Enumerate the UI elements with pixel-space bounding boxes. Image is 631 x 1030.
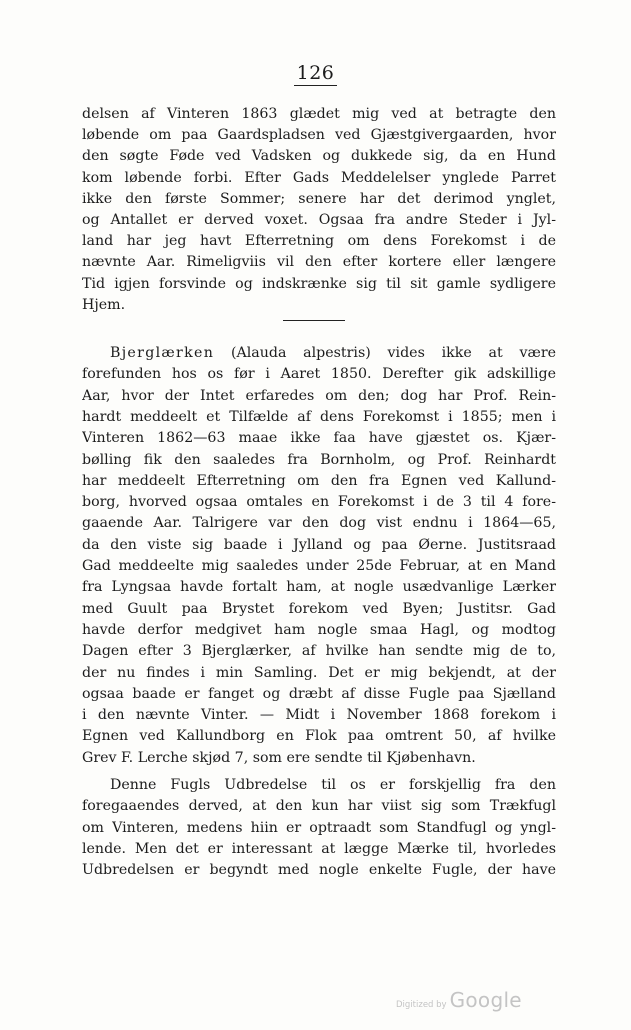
page-number: 126 <box>0 62 631 86</box>
text-line: løbende om paa Gaardspladsen ved Gjæstgivergaarden, hvor <box>82 127 556 143</box>
text-line: der nu findes i min Samling. Det er mig bekjendt, at der <box>82 665 556 681</box>
text-line: kom løbende forbi. Efter Gads Meddelelser ynglede Parret <box>82 170 556 186</box>
text-line: Dagen efter 3 Bjerglærker, af hvilke han sendte mig de to, <box>82 643 556 659</box>
text-line: lende. Men det er interessant at lægge Mærke til, hvorledes <box>82 841 556 857</box>
text-line: da den viste sig baade i Jylland og paa Øerne. Justitsraad <box>82 537 556 553</box>
text-line: delsen af Vinteren 1863 glædet mig ved at betragte den <box>82 106 556 122</box>
text-line: i den nævnte Vinter. — Midt i November 1868 forekom i <box>82 707 556 723</box>
text-line: foregaaendes derved, at den kun har viist sig som Trækfugl <box>82 798 556 814</box>
watermark-prefix: Digitized by <box>396 1000 447 1010</box>
text-line: Vinteren 1862—63 maae ikke faa have gjæstet os. Kjær- <box>82 430 556 446</box>
text-line: Denne Fugls Udbredelse til os er forskjellig fra den <box>110 777 556 793</box>
text-line: Aar, hvor der Intet erfaredes om den; dog har Prof. Rein- <box>82 388 556 404</box>
text-line: med Guult paa Brystet forekom ved Byen; Justitsr. Gad <box>82 601 556 617</box>
heading-line-rest: (Alauda alpestris) vides ikke at være <box>214 345 556 361</box>
text-line: om Vinteren, medens hiin er optraadt som Standfugl og yngl- <box>82 820 556 836</box>
text-line: Grev F. Lerche skjød 7, som ere sendte til Kjøbenhavn. <box>82 750 476 766</box>
digitized-by-google-watermark <box>396 988 522 1018</box>
text-line: fra Lyngsaa havde fortalt ham, at nogle usædvanlige Lærker <box>82 579 556 595</box>
text-line: land har jeg havt Efterretning om dens Forekomst i de <box>82 233 556 249</box>
text-line: Gad meddeelte mig saaledes under 25de Februar, at en Mand <box>82 558 556 574</box>
text-line: Egnen ved Kallundborg en Flok paa omtrent 50, af hvilke <box>82 728 556 744</box>
text-line: Hjem. <box>82 297 126 313</box>
text-line: bølling fik den saaledes fra Bornholm, og Prof. Reinhardt <box>82 452 556 468</box>
watermark-brand: Google <box>449 988 522 1012</box>
text-line: den søgte Føde ved Vadsken og dukkede sig, da en Hund <box>82 148 556 164</box>
text-line: har meddeelt Efterretning om den fra Egnen ved Kallund- <box>82 473 556 489</box>
text-line: nævnte Aar. Rimeligviis vil den efter kortere eller længere <box>82 254 556 270</box>
section-divider <box>283 320 345 321</box>
text-line: borg, hvorved ogsaa omtales en Forekomst i de 3 til 4 fore- <box>82 494 556 510</box>
text-line: havde derfor medgivet ham nogle smaa Hagl, og modtog <box>82 622 556 638</box>
text-line: og Antallet er derved voxet. Ogsaa fra andre Steder i Jyl- <box>82 212 556 228</box>
text-line: Tid igjen forsvinde og indskrænke sig til sit gamle sydligere <box>82 276 556 292</box>
text-line: hardt meddeelt et Tilfælde af dens Forekomst i 1855; men i <box>82 409 556 425</box>
text-line: ikke den første Sommer; senere har det derimod ynglet, <box>82 191 556 207</box>
text-line: gaaende Aar. Talrigere var den dog vist endnu i 1864—65, <box>82 515 556 531</box>
text-line <box>110 342 556 365</box>
text-line: Udbredelsen er begyndt med nogle enkelte Fugle, der have <box>82 862 556 878</box>
species-heading: Bjerglærken <box>110 345 215 361</box>
text-line: ogsaa baade er fanget og dræbt af disse Fugle paa Sjælland <box>82 686 556 702</box>
text-line: forefunden hos os før i Aaret 1850. Derefter gik adskillige <box>82 366 556 382</box>
